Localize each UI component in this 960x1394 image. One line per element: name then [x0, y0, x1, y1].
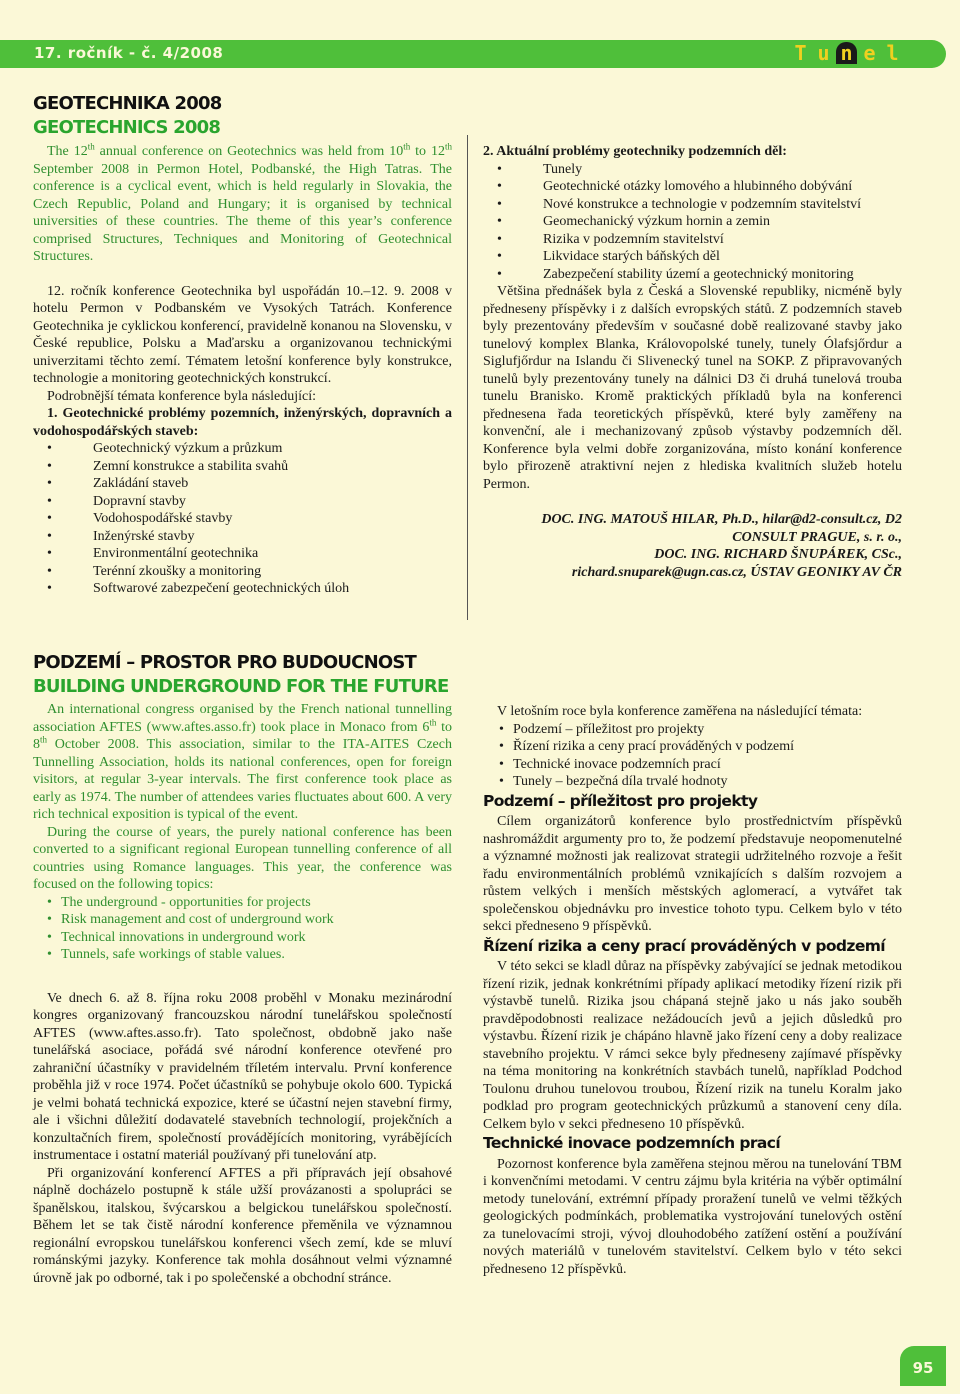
list-item: • Rizika v podzemním stavitelství [483, 231, 902, 249]
list-item: • Softwarové zabezpečení geotechnických úloh [33, 580, 452, 598]
signature-line: CONSULT PRAGUE, s. r. o., [732, 529, 902, 545]
article2-paragraph: V letošním roce byla konference zaměřena na následující témata: [497, 704, 863, 719]
list-item: • Nové konstrukce a technologie v podzemním stavitelství [483, 196, 902, 214]
article1-left-column [33, 143, 452, 598]
magazine-logo [790, 42, 903, 64]
article1-title-cz: GEOTECHNIKA 2008 [33, 93, 222, 114]
article1-paragraph: Většina přednášek byla z Česká a Slovenské republiky, nicméně byly předneseny příspěvky i z dalších evropských států. Z podzemních staveb byly prezentovány především v současné době realizované stavby jako tunelový komplex Blanka, Královopolské tunely, tunely Ólafsjőrdur a Siglufjőrdur na Islandu či Slivenecký tunel na SOKP. Z připravovaných tunelů byly prezentovány tunely na dálnici D3 či druhá tunelová trouba tunelu Branisko. Kromě praktických příkladů byla na konferenci přednesena řada teoretických příspěvků, které byly zaměřeny na konvenční, ale i mechanizovaný způsob výstavby podzemních děl. Konference byla velmi dobře zorganizována, místo konání konference bylo přirozeně atraktivní nejen z hlediska kvalitních služeb hotelu Permon. [483, 284, 902, 492]
list-item: • Geotechnický výzkum a průzkum [33, 440, 452, 458]
article1-signature [483, 511, 902, 581]
list-item: • Dopravní stavby [33, 493, 452, 511]
article1-title-en: GEOTECHNICS 2008 [33, 117, 221, 138]
list-item: • Tunely [483, 161, 902, 179]
logo-letter: l [886, 41, 899, 65]
article2-paragraph: Cílem organizátorů konference bylo prostřednictvím příspěvků nashromáždit argumenty pro to, že podzemí představuje neopomenutelné a významné možnosti jak realizovat strategii udržitelného rozvoje a řešit řadu environmentálních problémů vznikajících s dalším rozvojem a růstem velkých i menších městských aglomerací, a vytvářet tak společenskou objednávku pro investice tohoto typu. Celkem bylo v této sekci předneseno 9 příspěvků. [483, 814, 902, 934]
signature-line: richard.snuparek@ugn.cas.cz, ÚSTAV GEONIKY AV ČR [571, 564, 902, 580]
list-item: • Terénní zkoušky a monitoring [33, 563, 452, 581]
logo-letter: u [817, 41, 830, 65]
article1-topic2-list [483, 161, 902, 284]
list-item: • Zakládání staveb [33, 475, 452, 493]
list-item: • Tunely – bezpečná díla trvalé hodnoty [499, 773, 902, 791]
list-item: • The underground - opportunities for projects [47, 894, 452, 912]
article2-paragraph: Pozornost konference byla zaměřena stejnou měrou na tunelování TBM i konvenčními metodami. V centru zájmu byla kritéria na výběr optimální metody tunelování, extrémní případy proražení tunelů ve velmi těžkých geologických podmínkách, problematika vystrojování tunelových ostění za tunelovacími stroji, vývoj dlouhodobého zatížení ostění a používání nových materiálů v tunelovém stavitelství. Celkem bylo v této sekci předneseno 12 příspěvků. [483, 1156, 902, 1277]
article1-right-column [483, 143, 902, 581]
article2-paragraph: V této sekci se kladl důraz na příspěvky zabývající se jednak metodikou řízení rizik, jednak konkrétními případy aplikací metodiky řízení rizik při výstavbě tunelů. Rizika jsou chápaná stejně jako u nás jako souběh pravděpodobnosti realizace nežádoucích jevů a jejich důsledků pro výstavbu. Řízení rizik je chápáno hlavně jako řízení ceny a doby realizace stavebního projektu. V rámci sekce byly předneseny zajímavé příspěvky na téma monitoring na konkrétních stavbách tunelů, například Podchod Toulonu druhou tunelovou troubou, Řízení rizik na tunelu Koralm jako podklad pro program geotechnických průzkumů a stanovení ceny díla. Celkem bylo v sekci předneseno 10 příspěvků. [483, 959, 902, 1132]
list-item: • Zabezpečení stability území a geotechnický monitoring [483, 266, 902, 284]
list-item: • Geotechnické otázky lomového a hlubinného dobývání [483, 178, 902, 196]
article2-paragraph: Při organizování konferencí AFTES a při přípravách její obsahové náplně docházelo postupně k stále užší provázanosti a spolupráci se španělskou, italskou, švýcarskou a belgickou tunelářskou společností. Během let se tak čistě národní konference přeměnila ve významnou regionální evropskou tunelářskou konferenci všech zemí, kde se mluví románskými jazyky. Konference tak mohla dosáhnout velmi významné úrovně jak po odborné, tak i po společenské a obchodní stránce. [33, 1165, 452, 1286]
article2-right-column [483, 703, 902, 1278]
article2-english-abstract: An international congress organised by the French national tunnelling association AFTES (www.aftes.asso.fr) took place in Monaco from 6th to 8th October 2008. This association, similar to the ITA-AITES Czech Tunnelling Association, holds its national conferences, open for foreign visitors, at regular 3-year intervals. The first conference took place as early as 1974. The number of attendees varies fluctuates about 600. A very rich technical exposition is typical of the event. [33, 702, 453, 822]
list-item: • Řízení rizika a ceny prací prováděných v podzemí [499, 738, 902, 756]
article2-left-column [33, 701, 452, 1287]
list-item: • Technical innovations in underground work [47, 929, 452, 947]
list-item: • Environmentální geotechnika [33, 545, 452, 563]
article2-subheading: Řízení rizika a ceny prací prováděných v podzemí [483, 936, 886, 955]
list-item: • Inženýrské stavby [33, 528, 452, 546]
list-item: • Tunnels, safe workings of stable values. [47, 946, 452, 964]
logo-letter: e [863, 41, 876, 65]
list-item: • Likvidace starých báňských děl [483, 248, 902, 266]
logo-letter: T [794, 41, 807, 65]
list-item: • Geomechanický výzkum hornin a zemin [483, 213, 902, 231]
article2-title-en: BUILDING UNDERGROUND FOR THE FUTURE [33, 676, 449, 697]
article1-topic2-heading: 2. Aktuální problémy geotechniky podzemních děl: [483, 144, 787, 159]
article2-subheading: Podzemí – příležitost pro projekty [483, 791, 758, 810]
signature-line: DOC. ING. RICHARD ŠNUPÁREK, CSc., [654, 547, 902, 562]
signature-line: DOC. ING. MATOUŠ HILAR, Ph.D., hilar@d2-consult.cz, D2 [541, 512, 902, 527]
list-item: • Podzemí – příležitost pro projekty [499, 721, 902, 739]
article2-english-list [47, 894, 452, 964]
article1-topic1-list [33, 440, 452, 598]
logo-letter: n [836, 42, 857, 64]
article2-english-paragraph: During the course of years, the purely national conference has been converted to a significant regional European tunnelling conference of all countries using Romance languages. This year, the conference was focused on the following topics: [33, 824, 452, 892]
page-number: 95 [900, 1346, 946, 1386]
article2-paragraph: Ve dnech 6. až 8. října roku 2008 proběhl v Monaku mezinárodní kongres organizovaný francouzskou národní tunelářskou společností AFTES (www.aftes.asso.fr). Tato společnost, obdobně jako naše tunelářská asociace, pořádá své národní konference otevřené pro zahraniční účastníky v pravidelném tříletém intervalu. První konference proběhla již v roce 1974. Počet účastníků se pohybuje okolo 600. Typická je velmi bohatá technická expozice, které se účastní nejen stavební firmy, ale i všichni důležití dodavatelé stavebních technologií, projekčních a konzultačních firem, společností provádějících monitoring, vyrábějících instrumentace i ostatní materiál používaný při tunelování atp. [33, 990, 452, 1163]
article2-topic-list [499, 721, 902, 791]
column-divider [467, 135, 468, 620]
list-item: • Risk management and cost of underground work [47, 911, 452, 929]
list-item: • Vodohospodářské stavby [33, 510, 452, 528]
issue-label: 17. ročník - č. 4/2008 [34, 44, 224, 62]
article1-paragraph: Podrobnější témata konference byla následující: [47, 388, 317, 404]
article1-topic1-heading: 1. Geotechnické problémy pozemních, inženýrských, dopravních a vodohospodářských staveb: [33, 406, 452, 439]
article1-paragraph: 12. ročník konference Geotechnika byl uspořádán 10.–12. 9. 2008 v hotelu Permon v Podbanském ve Vysokých Tatrách. Konference Geotechnika je cyklickou konferencí, pravidelně konanou na Slovensku, v České republice, Polsku a Maďarsku a organizovanou technickými univerzitami těchto zemí. Tématem letošní konference byly konstrukce, technologie a monitoring geotechnických konstrukcí. [33, 283, 452, 386]
list-item: • Technické inovace podzemních prací [499, 756, 902, 774]
article1-english-abstract: The 12th annual conference on Geotechnics was held from 10th to 12th September 2008 in Permon Hotel, Podbanské, the High Tatras. The conference is a cyclical event, which is held regularly in Slovakia, the Czech Republic, Poland and Hungary; it is organised by technical universities of these countries. The theme of this year’s conference comprised Structures, Techniques and Monitoring of Geotechnical Structures. [33, 141, 452, 264]
article2-title-cz: PODZEMÍ – PROSTOR PRO BUDOUCNOST [33, 652, 416, 673]
list-item: • Zemní konstrukce a stabilita svahů [33, 458, 452, 476]
article2-subheading: Technické inovace podzemních prací [483, 1134, 781, 1152]
